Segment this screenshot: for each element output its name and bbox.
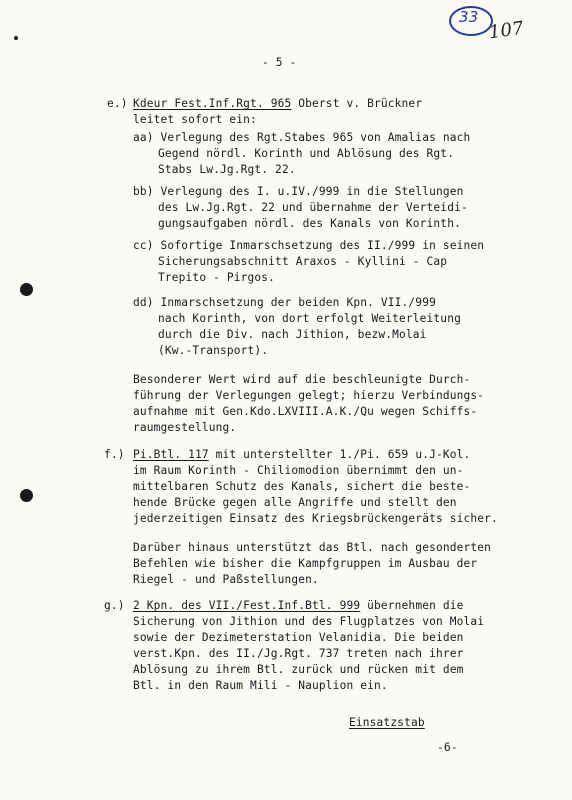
item-dd-line-2: nach Korinth, von dort erfolgt Weiterleitung	[158, 312, 461, 325]
item-dd-line-1: dd) Inmarschsetzung der beiden Kpn. VII./999	[133, 296, 436, 309]
punch-hole-bottom	[20, 489, 33, 502]
page-number: - 5 -	[262, 56, 297, 69]
section-f-title-underlined: Pi.Btl. 117	[133, 448, 209, 461]
section-g-body-line-2: sowie der Dezimeterstation Velanidia. Die beiden	[133, 631, 464, 644]
section-e-title-rest: Oberst v. Brückner	[291, 97, 423, 110]
punch-hole-top	[20, 283, 33, 296]
section-f-para2-line-3: Riegel - und Paßstellungen.	[133, 573, 319, 586]
item-aa-line-1: aa) Verlegung des Rgt.Stabes 965 von Amalias nach	[133, 131, 471, 144]
section-e-intro: leitet sofort ein:	[133, 113, 257, 126]
section-g-body-line-3: verst.Kpn. des II./Jg.Rgt. 737 treten nach ihrer	[133, 647, 464, 660]
section-f-para2-line-2: Befehlen wie bisher die Kampfgruppen im Ausbau der	[133, 557, 478, 570]
section-g-label: g.)	[104, 599, 125, 612]
item-bb-line-3: gungsaufgaben nördl. des Kanals von Korinth.	[158, 217, 461, 230]
section-e-note-line-4: raumgestellung.	[133, 421, 237, 434]
section-e-note-line-1: Besonderer Wert wird auf die beschleunigte Durch-	[133, 373, 471, 386]
section-f-para2-line-1: Darüber hinaus unterstützt das Btl. nach gesonderten	[133, 541, 492, 554]
section-g-title	[133, 599, 464, 613]
signature-einsatzstab: Einsatzstab	[349, 716, 425, 729]
section-f-body-line-3: hende Brücke gegen alle Angriffe und stellt den	[133, 496, 457, 509]
item-bb-line-2: des Lw.Jg.Rgt. 22 und übernahme der Verteidi-	[158, 201, 468, 214]
item-dd-line-4: (Kw.-Transport).	[158, 344, 269, 357]
corner-dot	[14, 36, 18, 40]
section-e-note-line-2: führung der Verlegungen gelegt; hierzu Verbindungs-	[133, 389, 485, 402]
section-g-body-line-5: Btl. in den Raum Mili - Nauplion ein.	[133, 679, 388, 692]
section-f-title	[133, 448, 470, 462]
section-e-label: e.)	[107, 97, 128, 110]
section-g-body-line-4: Ablösung zu ihrem Btl. zurück und rücken mit dem	[133, 663, 464, 676]
next-page-marker: -6-	[437, 741, 458, 754]
item-dd-line-3: durch die Div. nach Jithion, bezw.Molai	[158, 328, 427, 341]
section-g-body-line-1: Sicherung von Jithion und des Flugplatzes von Molai	[133, 615, 485, 628]
item-bb-line-1: bb) Verlegung des I. u.IV./999 in die Stellungen	[133, 185, 464, 198]
handwritten-folio-number: 107	[487, 17, 526, 44]
section-f-label: f.)	[104, 448, 125, 461]
item-cc-line-2: Sicherungsabschnitt Araxos - Kyllini - Cap	[158, 255, 448, 268]
section-f-body-line-2: mittelbaren Schutz des Kanals, sichert die beste-	[133, 480, 471, 493]
item-cc-line-1: cc) Sofortige Inmarschsetzung des II./999 in seinen	[133, 239, 485, 252]
item-aa-line-3: Stabs Lw.Jg.Rgt. 22.	[158, 163, 296, 176]
section-e-note-line-3: aufnahme mit Gen.Kdo.LXVIII.A.K./Qu wegen Schiffs-	[133, 405, 478, 418]
section-f-body-line-4: jederzeitigen Einsatz des Kriegsbrückengeräts sicher.	[133, 512, 498, 525]
section-g-title-underlined: 2 Kpn. des VII./Fest.Inf.Btl. 999	[133, 599, 361, 612]
section-e-title-underlined: Kdeur Fest.Inf.Rgt. 965	[133, 97, 292, 110]
section-f-body-line-1: im Raum Korinth - Chiliomodion übernimmt den un-	[133, 464, 464, 477]
section-e-title	[133, 97, 422, 111]
item-aa-line-2: Gegend nördl. Korinth und Ablösung des Rgt.	[158, 147, 455, 160]
item-cc-line-3: Trepito - Pirgos.	[158, 271, 276, 284]
archive-stamp-number: 33	[459, 8, 479, 26]
section-f-title-rest: mit unterstellter 1./Pi. 659 u.J-Kol.	[208, 448, 471, 461]
section-g-title-rest: übernehmen die	[360, 599, 464, 612]
